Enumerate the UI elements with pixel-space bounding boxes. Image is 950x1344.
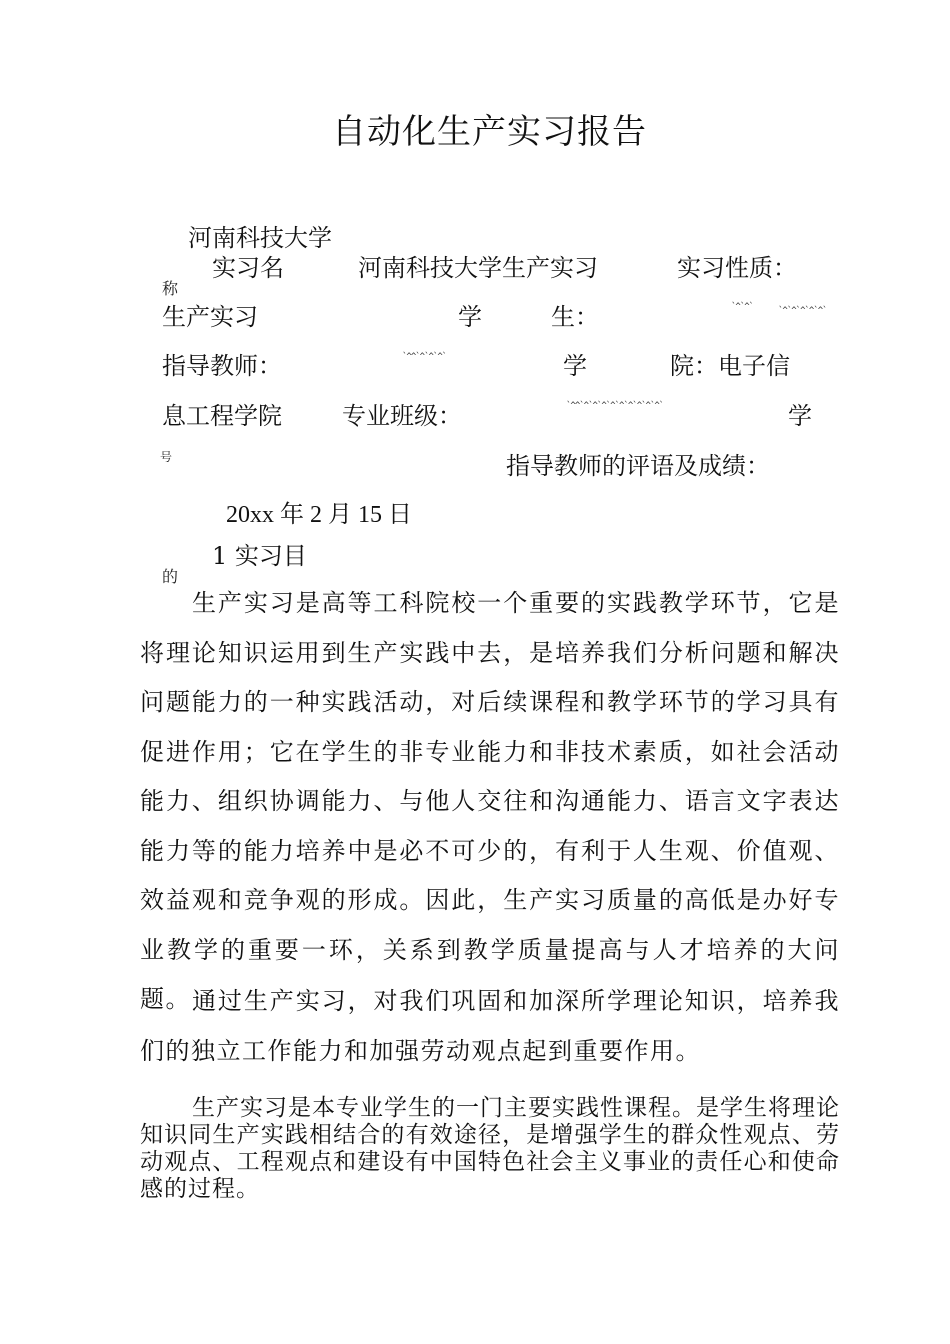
student-id-label: 学: [788, 402, 812, 430]
advisor-comment-label: 指导教师的评语及成绩：: [506, 452, 770, 480]
practice-name-tail: 称: [162, 279, 179, 298]
student-name-redacted-2: `^`^`^`^`^`: [778, 306, 827, 316]
student-id-tail: 号: [160, 450, 173, 464]
college-label-1: 学: [563, 352, 587, 380]
report-date: 20xx 年 2 月 15 日: [226, 502, 412, 528]
section-heading-tail: 的: [162, 567, 179, 586]
advisor-label: 指导教师：: [162, 352, 282, 380]
university-name: 河南科技大学: [188, 224, 332, 252]
practice-nature-value: 生产实习: [162, 303, 258, 331]
student-label-2: 生：: [551, 303, 599, 331]
document-title: 自动化生产实习报告: [332, 112, 647, 152]
paragraph-2: 通过生产实习，对我们巩固和加深所学理论知识，培养我们的独立工作能力和加强劳动观点起到重要作用。: [140, 987, 840, 1065]
major-class-label: 专业班级：: [342, 402, 462, 430]
paragraph-1: 生产实习是高等工科院校一个重要的实践教学环节，它是将理论知识运用到生产实践中去，是培养我们分析问题和解决问题能力的一种实践活动，对后续课程和教学环节的学习具有促进作用；它在学生的非专业能力和非技术素质，如社会活动能力、组织协调能力、与他人交往和沟通能力、语言文字表达能力等的能力培养中是必不可少的，有利于人生观、价值观、效益观和竞争观的形成。因此，生产实习质量的高低是办好专业教学的重要一环，关系到教学质量提高与人才培养的大问题。: [140, 589, 840, 1013]
practice-name-value: 河南科技大学生产实习: [358, 254, 598, 282]
paragraph-3: 生产实习是本专业学生的一门主要实践性课程。是学生将理论知识同生产实践相结合的有效途径，是增强学生的群众性观点、劳动观点、工程观点和建设有中国特色社会主义事业的责任心和使命感的过程。: [140, 1095, 840, 1202]
section-heading: 1 实习目: [212, 542, 307, 570]
student-label-1: 学: [458, 303, 482, 331]
college-value-tail: 息工程学院: [162, 402, 282, 430]
practice-name-label: 实习名: [212, 254, 284, 282]
student-name-redacted: `^`^`: [731, 302, 754, 312]
advisor-name-redacted: `^^`^`^`^`: [402, 352, 447, 362]
major-class-redacted: `^^`^`^`^`^`^`^`^`^`^`: [566, 401, 664, 411]
college-label-2: 院：电子信: [670, 352, 790, 380]
practice-nature-label: 实习性质：: [677, 254, 797, 282]
